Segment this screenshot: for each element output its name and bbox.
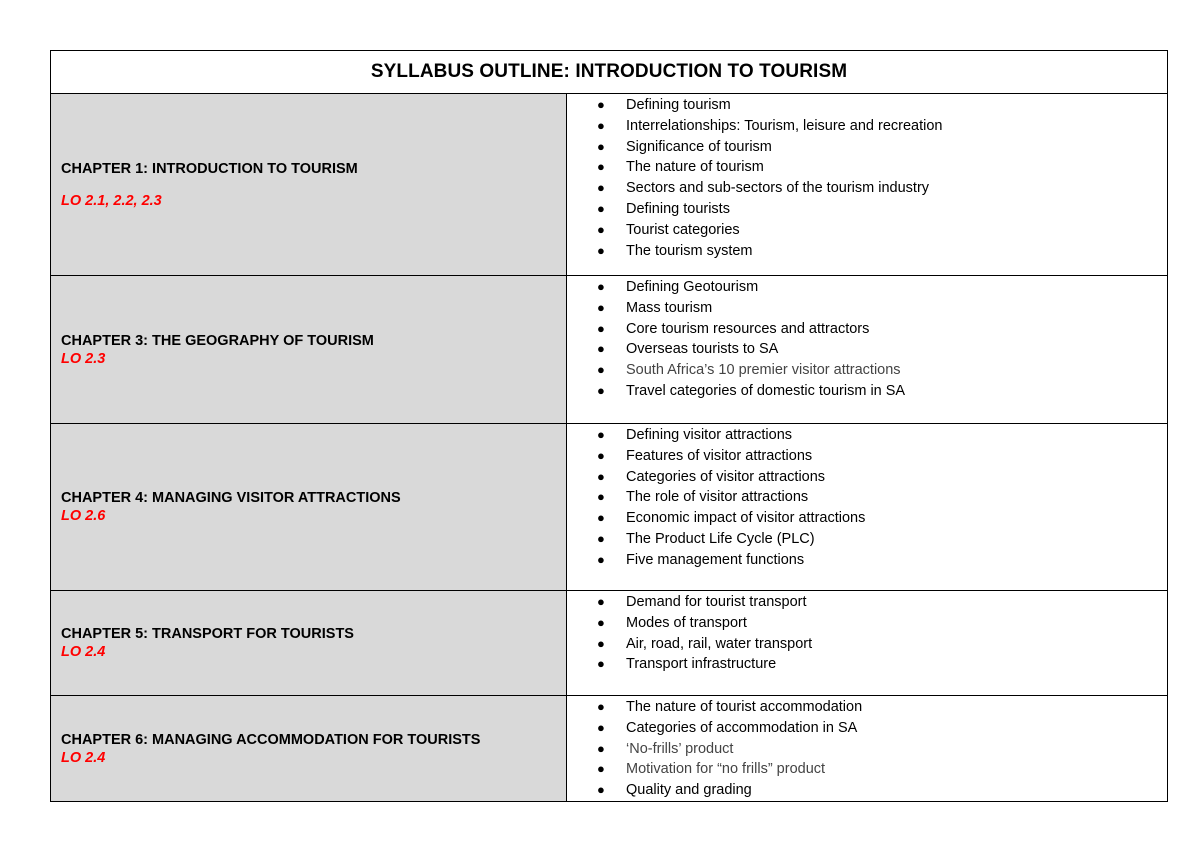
bullet-icon: ● bbox=[597, 362, 605, 378]
bullet-icon: ● bbox=[597, 761, 605, 777]
bullet-icon: ● bbox=[597, 279, 605, 294]
bullet-icon: ● bbox=[597, 635, 605, 651]
topic-item bbox=[567, 697, 1167, 718]
chapter-row bbox=[51, 696, 1168, 802]
bullet-icon: ● bbox=[597, 699, 605, 714]
topic-text: Sectors and sub-sectors of the tourism industry bbox=[626, 180, 930, 197]
topic-item bbox=[567, 95, 1167, 116]
topics-cell bbox=[567, 696, 1168, 802]
topic-list bbox=[567, 95, 1167, 261]
chapter-cell bbox=[51, 696, 567, 802]
bullet-icon: ● bbox=[597, 117, 605, 133]
topic-text: Tourist categories bbox=[626, 221, 740, 238]
bullet-icon: ● bbox=[597, 200, 605, 216]
learning-outcome: LO 2.6 bbox=[61, 508, 106, 524]
bullet-icon: ● bbox=[597, 447, 605, 463]
topic-item bbox=[567, 157, 1167, 178]
topic-item bbox=[567, 277, 1167, 298]
topic-text: Core tourism resources and attractors bbox=[626, 320, 870, 337]
bullet-icon: ● bbox=[597, 138, 605, 154]
chapter-title: CHAPTER 5: TRANSPORT FOR TOURISTS bbox=[61, 626, 354, 642]
bullet-icon: ● bbox=[597, 341, 605, 357]
topic-text: The nature of tourist accommodation bbox=[626, 699, 863, 715]
topic-item bbox=[567, 199, 1167, 220]
topic-item bbox=[567, 739, 1167, 760]
topic-item bbox=[567, 550, 1167, 571]
chapter-cell bbox=[51, 591, 567, 696]
topic-item bbox=[567, 137, 1167, 158]
chapter-cell bbox=[51, 424, 567, 591]
bullet-icon: ● bbox=[597, 551, 605, 567]
chapter-row bbox=[51, 424, 1168, 591]
bullet-icon: ● bbox=[597, 530, 605, 546]
topic-item bbox=[567, 759, 1167, 780]
chapter-title: CHAPTER 1: INTRODUCTION TO TOURISM bbox=[61, 160, 358, 177]
topic-item bbox=[567, 116, 1167, 137]
topic-text: Defining tourists bbox=[626, 200, 730, 217]
topic-item bbox=[567, 634, 1167, 655]
bullet-icon: ● bbox=[597, 468, 605, 484]
syllabus-table bbox=[50, 50, 1168, 802]
bullet-icon: ● bbox=[597, 489, 605, 505]
bullet-icon: ● bbox=[597, 594, 605, 609]
topics-cell bbox=[567, 94, 1168, 276]
topic-text: Modes of transport bbox=[626, 614, 747, 631]
topic-item bbox=[567, 529, 1167, 550]
learning-outcome: LO 2.3 bbox=[61, 350, 106, 367]
topic-text: Quality and grading bbox=[626, 782, 752, 799]
topic-text: Significance of tourism bbox=[626, 138, 772, 155]
topic-item bbox=[567, 339, 1167, 360]
learning-outcome: LO 2.1, 2.2, 2.3 bbox=[61, 192, 162, 209]
topic-item bbox=[567, 360, 1167, 381]
topic-item bbox=[567, 508, 1167, 529]
chapter-row bbox=[51, 591, 1168, 696]
topic-item bbox=[567, 780, 1167, 801]
bullet-icon: ● bbox=[597, 97, 605, 112]
topic-item bbox=[567, 178, 1167, 199]
topic-text: Categories of visitor attractions bbox=[626, 468, 826, 485]
title-row bbox=[51, 51, 1168, 94]
topic-item bbox=[567, 425, 1167, 446]
bullet-icon: ● bbox=[597, 782, 605, 798]
topic-text: The role of visitor attractions bbox=[626, 489, 809, 506]
chapter-cell bbox=[51, 94, 567, 276]
topics-cell bbox=[567, 424, 1168, 591]
bullet-icon: ● bbox=[597, 382, 605, 398]
topic-item bbox=[567, 319, 1167, 340]
topic-text: Transport infrastructure bbox=[626, 656, 777, 673]
topic-item bbox=[567, 381, 1167, 402]
topic-text: The tourism system bbox=[626, 242, 753, 259]
syllabus-title: SYLLABUS OUTLINE: INTRODUCTION TO TOURISM bbox=[51, 51, 1168, 94]
topic-text: Demand for tourist transport bbox=[626, 594, 807, 610]
topic-item bbox=[567, 241, 1167, 262]
topic-text: Economic impact of visitor attractions bbox=[626, 510, 866, 527]
topic-text: Five management functions bbox=[626, 551, 805, 568]
bullet-icon: ● bbox=[597, 510, 605, 526]
topic-text: Defining tourism bbox=[626, 97, 731, 113]
chapter-title: CHAPTER 4: MANAGING VISITOR ATTRACTIONS bbox=[61, 490, 401, 506]
topic-item bbox=[567, 467, 1167, 488]
learning-outcome: LO 2.4 bbox=[61, 749, 106, 766]
topic-text: The Product Life Cycle (PLC) bbox=[626, 530, 815, 547]
topic-text: ‘No-frills’ product bbox=[626, 740, 734, 757]
bullet-icon: ● bbox=[597, 159, 605, 175]
topic-text: Mass tourism bbox=[626, 299, 713, 316]
topic-item bbox=[567, 718, 1167, 739]
topic-text: The nature of tourism bbox=[626, 159, 764, 176]
bullet-icon: ● bbox=[597, 221, 605, 237]
topics-cell bbox=[567, 591, 1168, 696]
topic-item bbox=[567, 592, 1167, 613]
bullet-icon: ● bbox=[597, 656, 605, 672]
topic-text: Interrelationships: Tourism, leisure and recreation bbox=[626, 117, 943, 134]
bullet-icon: ● bbox=[597, 427, 605, 442]
topic-text: Air, road, rail, water transport bbox=[626, 635, 813, 652]
topic-list bbox=[567, 277, 1167, 402]
learning-outcome: LO 2.4 bbox=[61, 644, 106, 660]
topic-item bbox=[567, 487, 1167, 508]
topic-item bbox=[567, 298, 1167, 319]
bullet-icon: ● bbox=[597, 320, 605, 336]
chapter-row bbox=[51, 276, 1168, 424]
topic-text: Defining Geotourism bbox=[626, 279, 759, 295]
chapter-title: CHAPTER 6: MANAGING ACCOMMODATION FOR TOURISTS bbox=[61, 731, 481, 748]
topic-item bbox=[567, 654, 1167, 675]
topic-text: Overseas tourists to SA bbox=[626, 341, 779, 358]
topic-item bbox=[567, 446, 1167, 467]
topic-text: Travel categories of domestic tourism in SA bbox=[626, 382, 906, 399]
topic-text: Features of visitor attractions bbox=[626, 447, 813, 464]
topic-text: Defining visitor attractions bbox=[626, 427, 793, 443]
topic-text: South Africa’s 10 premier visitor attractions bbox=[626, 362, 901, 379]
topic-item bbox=[567, 613, 1167, 634]
bullet-icon: ● bbox=[597, 180, 605, 196]
bullet-icon: ● bbox=[597, 242, 605, 258]
chapter-row bbox=[51, 94, 1168, 276]
bullet-icon: ● bbox=[597, 740, 605, 756]
bullet-icon: ● bbox=[597, 719, 605, 735]
topic-list bbox=[567, 592, 1167, 675]
bullet-icon: ● bbox=[597, 299, 605, 315]
topic-list bbox=[567, 425, 1167, 571]
topic-text: Categories of accommodation in SA bbox=[626, 719, 858, 736]
topic-text: Motivation for “no frills” product bbox=[626, 761, 826, 778]
topic-item bbox=[567, 220, 1167, 241]
chapter-title: CHAPTER 3: THE GEOGRAPHY OF TOURISM bbox=[61, 332, 374, 349]
chapter-cell bbox=[51, 276, 567, 424]
bullet-icon: ● bbox=[597, 614, 605, 630]
topics-cell bbox=[567, 276, 1168, 424]
topic-list bbox=[567, 697, 1167, 801]
